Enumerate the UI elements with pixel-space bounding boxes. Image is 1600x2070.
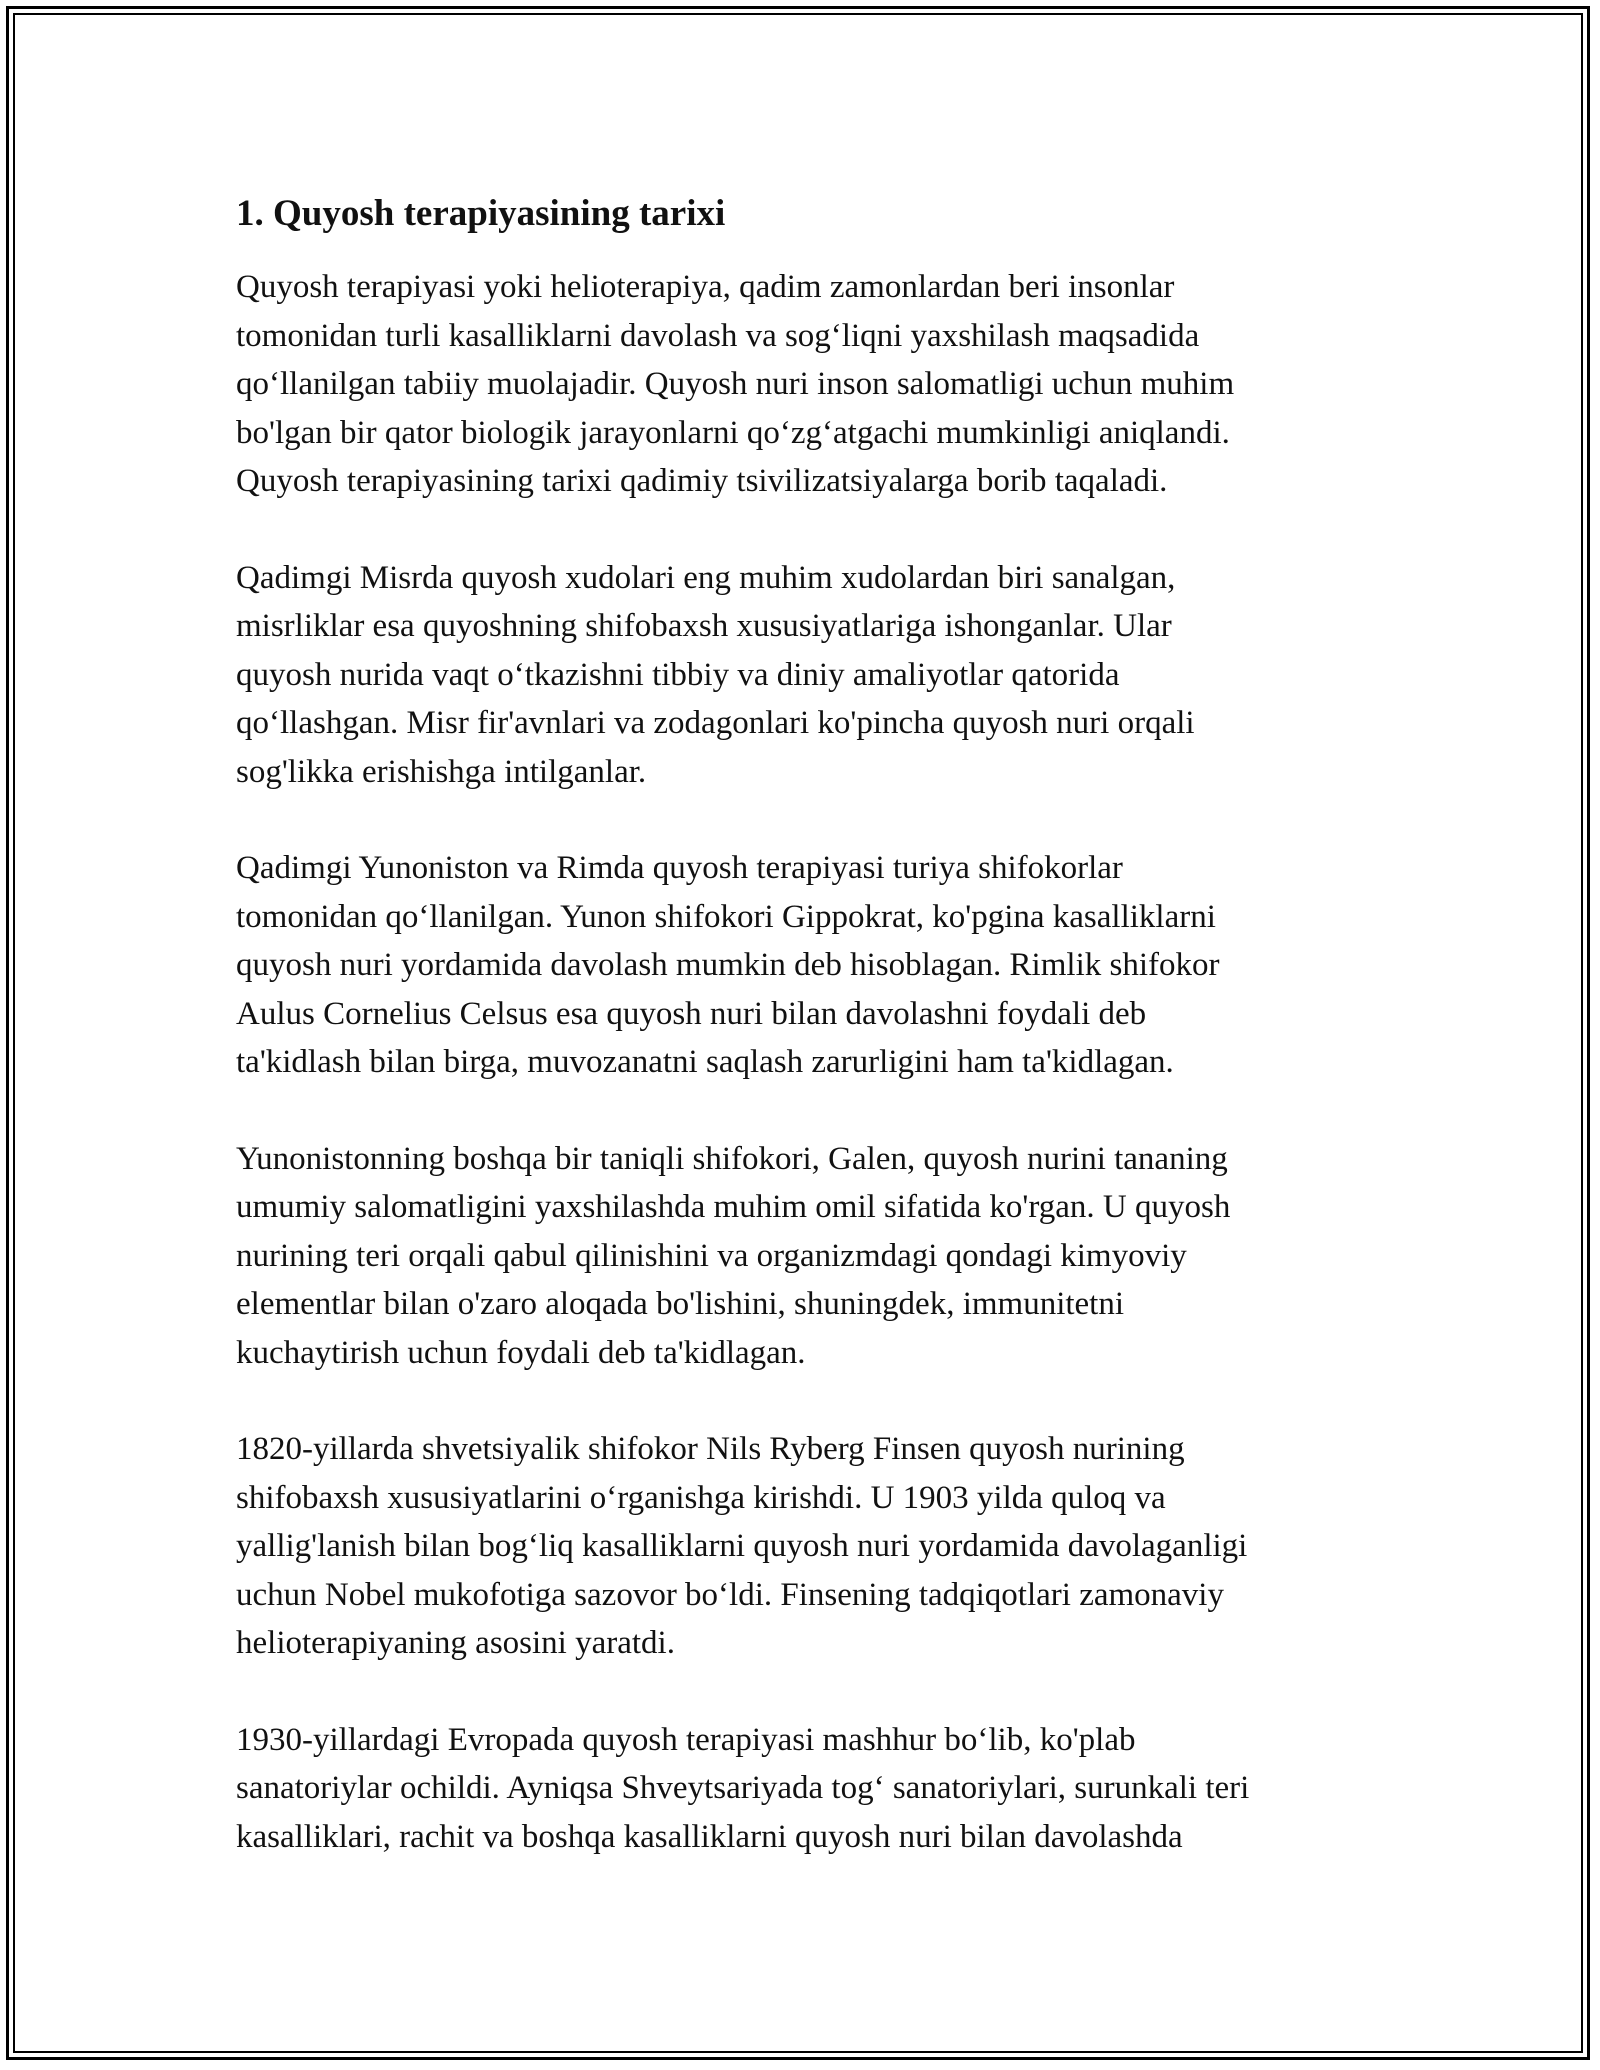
paragraph-line: nurining teri orqali qabul qilinishini va organizmdagi qondagi kimyoviy (236, 1237, 1187, 1274)
paragraph-line: kasalliklari, rachit va boshqa kasalliklarni quyosh nuri bilan davolashda (236, 1818, 1183, 1855)
paragraph-line: bo'lgan bir qator biologik jarayonlarni qo‘zg‘atgachi mumkinligi aniqlandi. (236, 414, 1230, 451)
paragraph-line: elementlar bilan o'zaro aloqada bo'lishini, shuningdek, immunitetni (236, 1286, 1125, 1322)
paragraph-4 (236, 1135, 1386, 1378)
paragraph-line: misrliklar esa quyoshning shifobaxsh xususiyatlariga ishonganlar. Ular (236, 608, 1172, 644)
paragraph-line: 1820-yillarda shvetsiyalik shifokor Nils Ryberg Finsen quyosh nurining (236, 1431, 1185, 1467)
document-body (236, 185, 1386, 1909)
paragraph-line: quyosh nurida vaqt o‘tkazishni tibbiy va diniy amaliyotlar qatorida (236, 656, 1120, 693)
paragraph-line: shifobaxsh xususiyatlarini o‘rganishga kirishdi. U 1903 yilda quloq va (236, 1479, 1166, 1516)
paragraph-line: kuchaytirish uchun foydali deb ta'kidlagan. (236, 1334, 806, 1371)
paragraph-line: 1930-yillardagi Evropada quyosh terapiyasi mashhur bo‘lib, ko'plab (236, 1721, 1136, 1758)
paragraph-6 (236, 1716, 1386, 1862)
section-heading: 1. Quyosh terapiyasining tarixi (236, 193, 726, 234)
paragraph-line: ta'kidlash bilan birga, muvozanatni saqlash zarurligini ham ta'kidlagan. (236, 1044, 1174, 1080)
paragraph-line: Qadimgi Yunoniston va Rimda quyosh terapiyasi turiya shifokorlar (236, 850, 1123, 886)
paragraph-line: umumiy salomatligini yaxshilashda muhim omil sifatida ko'rgan. U quyosh (236, 1189, 1231, 1225)
paragraph-line: qo‘llashgan. Misr fir'avnlari va zodagonlari ko'pincha quyosh nuri orqali (236, 705, 1195, 741)
paragraph-line: sog'likka erishishga intilganlar. (236, 753, 647, 790)
paragraph-line: helioterapiyaning asosini yaratdi. (236, 1625, 675, 1661)
paragraph-line: qo‘llanilgan tabiiy muolajadir. Quyosh nuri inson salomatligi uchun muhim (236, 366, 1235, 402)
paragraph-1 (236, 263, 1386, 506)
paragraph-line: sanatoriylar ochildi. Ayniqsa Shveytsariyada tog‘ sanatoriylari, surunkali teri (236, 1770, 1250, 1806)
paragraph-2 (236, 554, 1386, 797)
paragraph-line: yallig'lanish bilan bog‘liq kasalliklarni quyosh nuri yordamida davolaganligi (236, 1528, 1248, 1564)
paragraph-line: Quyosh terapiyasi yoki helioterapiya, qadim zamonlardan beri insonlar (236, 269, 1175, 305)
paragraph-line: Quyosh terapiyasining tarixi qadimiy tsivilizatsiyalarga borib taqaladi. (236, 463, 1168, 499)
paragraph-line: uchun Nobel mukofotiga sazovor bo‘ldi. Finsening tadqiqotlari zamonaviy (236, 1576, 1224, 1613)
paragraph-line: Qadimgi Misrda quyosh xudolari eng muhim xudolardan biri sanalgan, (236, 559, 1176, 596)
paragraph-line: Yunonistonning boshqa bir taniqli shifokori, Galen, quyosh nurini tananing (236, 1140, 1228, 1177)
paragraph-line: Aulus Cornelius Celsus esa quyosh nuri bilan davolashni foydali deb (236, 995, 1147, 1032)
paragraph-3 (236, 844, 1386, 1087)
paragraph-line: tomonidan turli kasalliklarni davolash va sog‘liqni yaxshilash maqsadida (236, 317, 1200, 354)
paragraph-line: quyosh nuri yordamida davolash mumkin deb hisoblagan. Rimlik shifokor (236, 947, 1220, 983)
paragraph-5 (236, 1425, 1386, 1668)
paragraph-line: tomonidan qo‘llanilgan. Yunon shifokori Gippokrat, ko'pgina kasalliklarni (236, 898, 1216, 935)
